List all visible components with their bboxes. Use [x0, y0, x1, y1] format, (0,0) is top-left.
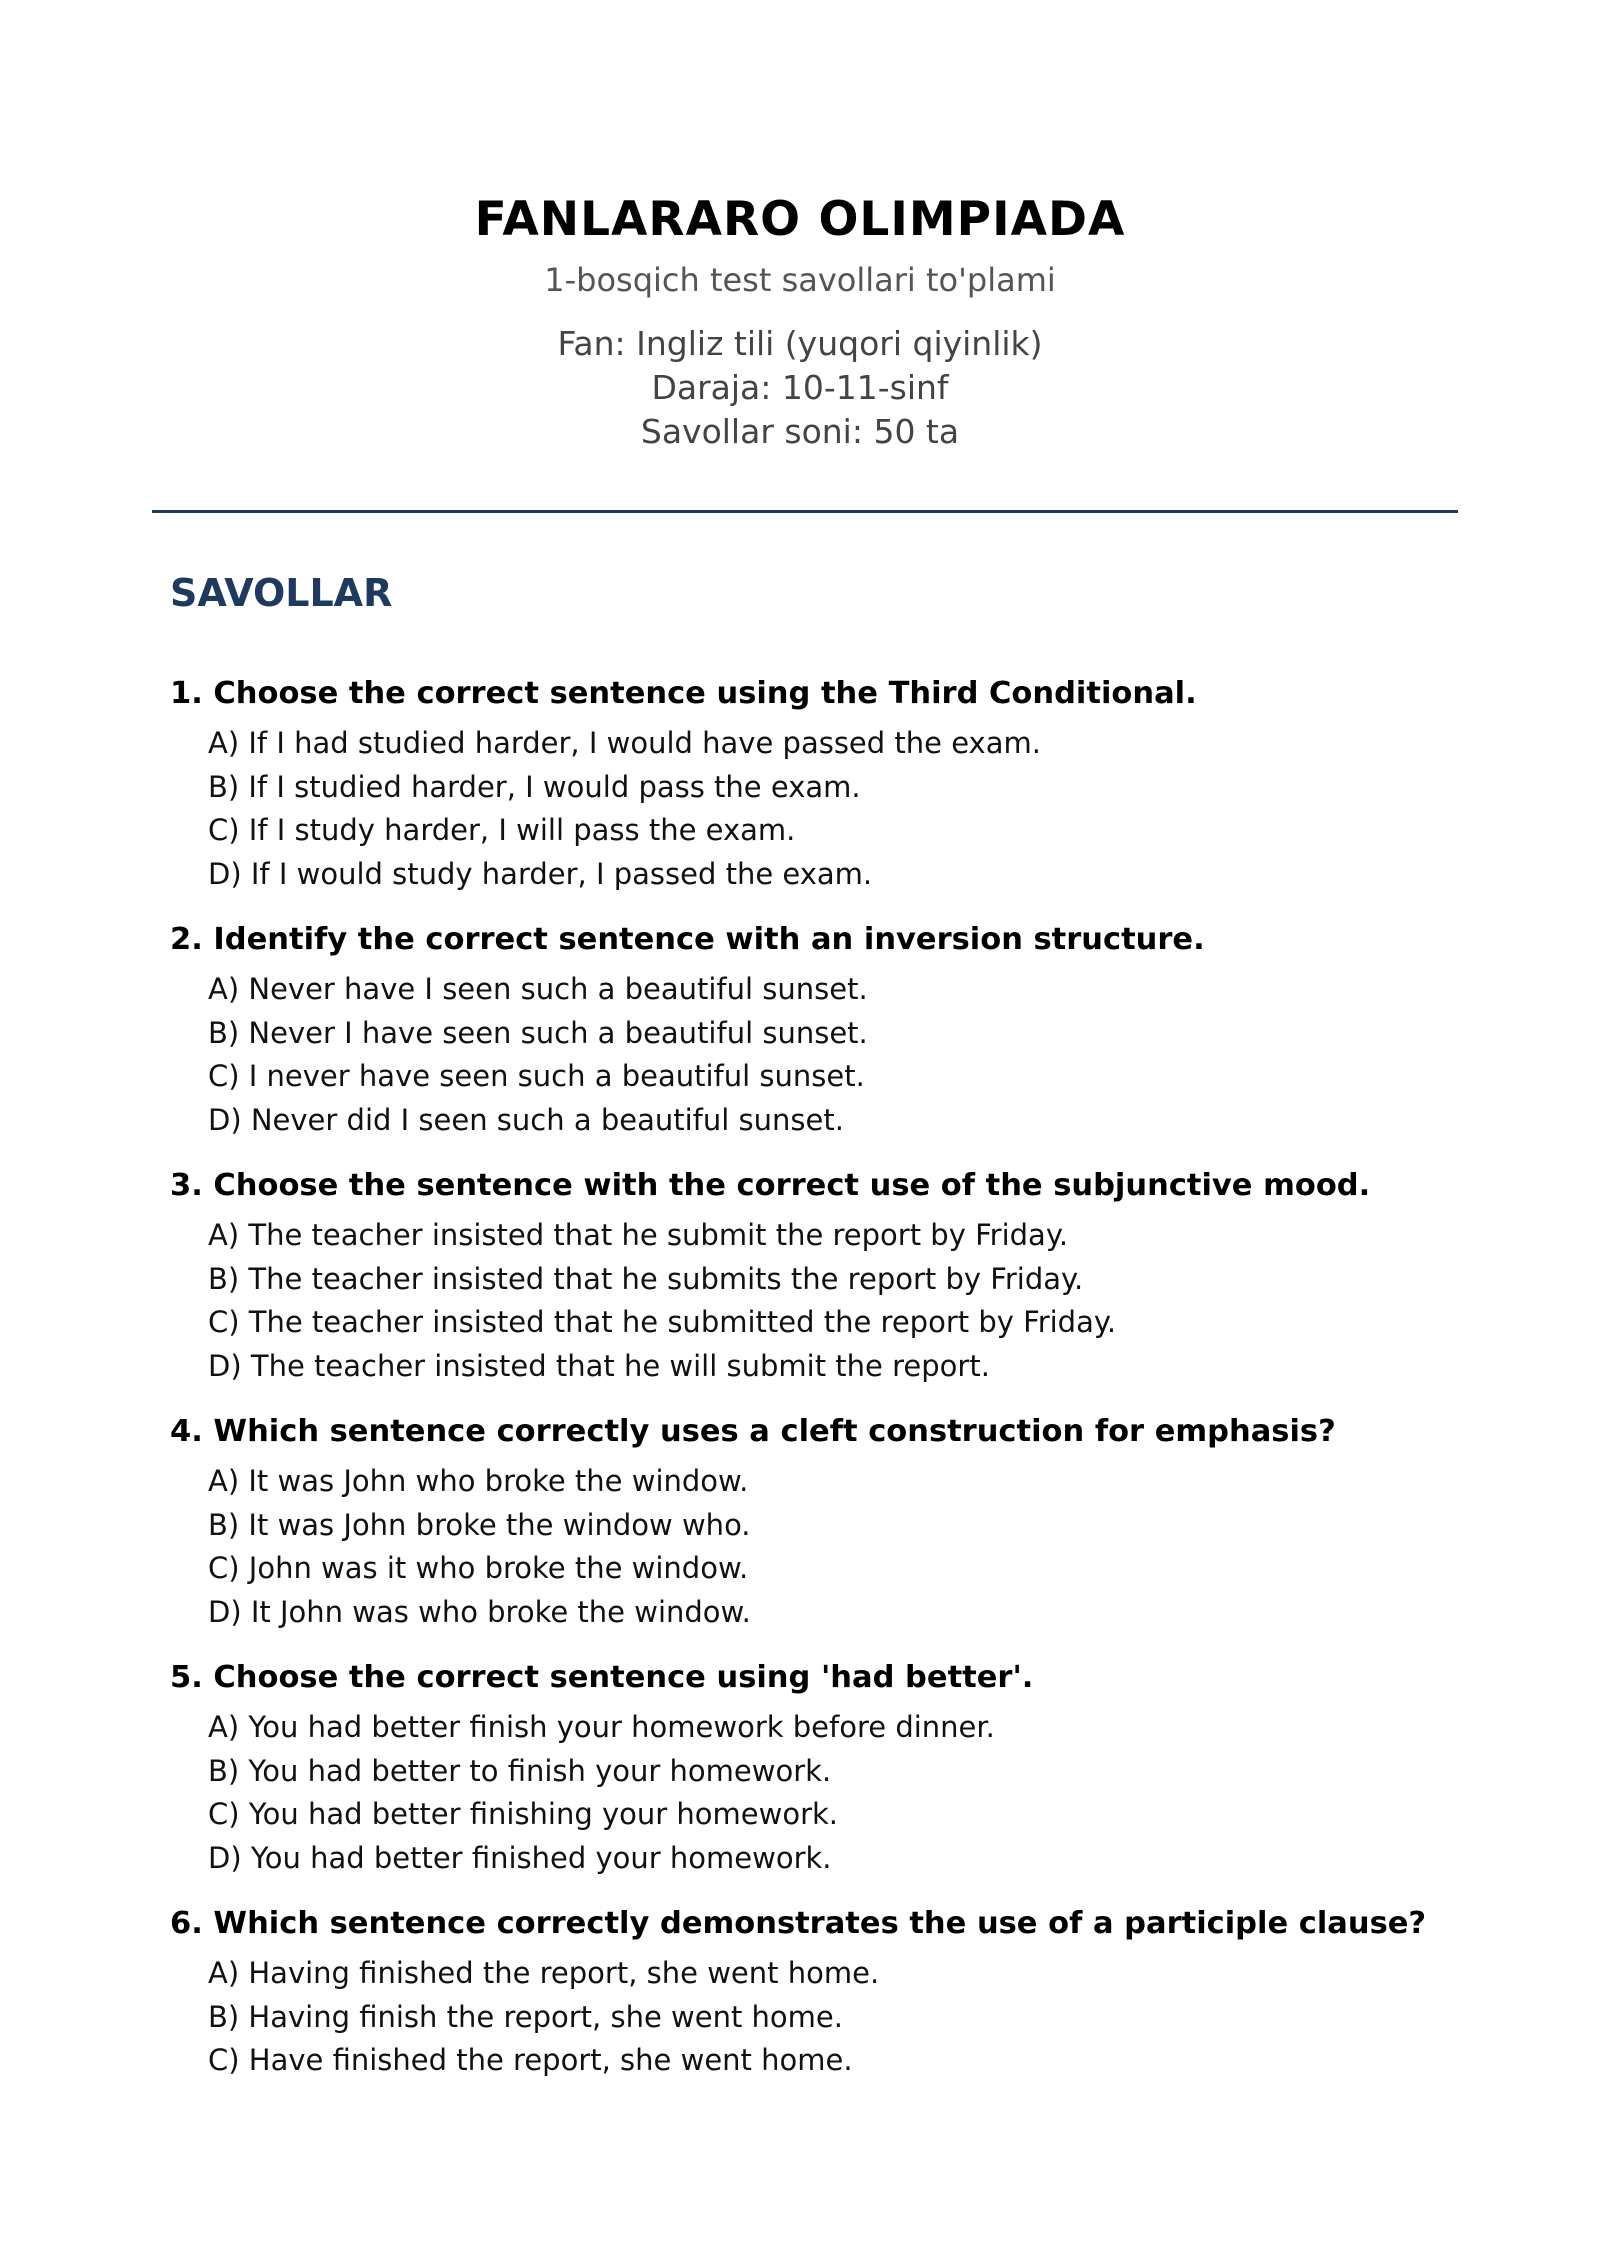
- option-c: C) If I study harder, I will pass the exam.: [208, 813, 796, 847]
- question-4: [170, 1410, 1470, 1634]
- question-text: 6. Which sentence correctly demonstrates the use of a participle clause?: [170, 1906, 1427, 1941]
- option-d: D) You had better finished your homework.: [208, 1840, 832, 1875]
- question-1: [170, 672, 1470, 896]
- question-3: [170, 1164, 1470, 1388]
- option-a: A) The teacher insisted that he submit the report by Friday.: [208, 1218, 1069, 1252]
- question-text: 2. Identify the correct sentence with an inversion structure.: [170, 922, 1205, 957]
- option-a: A) You had better finish your homework before dinner.: [208, 1710, 995, 1744]
- question-2: [170, 918, 1470, 1142]
- option-d: D) The teacher insisted that he will submit the report.: [208, 1348, 990, 1383]
- option-d: D) If I would study harder, I passed the exam.: [208, 856, 873, 891]
- question-text: 5. Choose the correct sentence using 'had better'.: [170, 1660, 1034, 1695]
- option-d: D) Never did I seen such a beautiful sunset.: [208, 1102, 844, 1137]
- question-list: [170, 672, 1470, 2105]
- question-5: [170, 1656, 1470, 1880]
- level-line: Daraja: 10-11-sinf: [651, 368, 949, 407]
- document-subtitle: 1-bosqich test savollari to'plami: [544, 261, 1056, 299]
- option-b: B) You had better to finish your homework.: [208, 1753, 832, 1788]
- question-text: 1. Choose the correct sentence using the Third Conditional.: [170, 676, 1197, 711]
- option-list: [170, 1952, 1470, 2083]
- option-a: A) Never have I seen such a beautiful sunset.: [208, 972, 868, 1006]
- option-b: B) If I studied harder, I would pass the exam.: [208, 769, 861, 804]
- option-b: B) It was John broke the window who.: [208, 1507, 751, 1542]
- option-list: [170, 722, 1470, 896]
- option-c: C) You had better finishing your homework.: [208, 1797, 839, 1831]
- option-c: C) Have finished the report, she went home.: [208, 2043, 853, 2077]
- question-text: 4. Which sentence correctly uses a cleft construction for emphasis?: [170, 1414, 1336, 1449]
- document-title: FANLARARO OLIMPIADA: [474, 192, 1126, 247]
- question-count-line: Savollar soni: 50 ta: [640, 412, 960, 451]
- option-list: [170, 968, 1470, 1142]
- option-c: C) I never have seen such a beautiful sunset.: [208, 1059, 865, 1093]
- option-list: [170, 1460, 1470, 1634]
- option-list: [170, 1706, 1470, 1880]
- option-b: B) Having finish the report, she went home.: [208, 1999, 843, 2034]
- option-a: A) It was John who broke the window.: [208, 1464, 749, 1498]
- option-a: A) Having finished the report, she went home.: [208, 1956, 880, 1990]
- option-a: A) If I had studied harder, I would have passed the exam.: [208, 726, 1041, 760]
- option-c: C) The teacher insisted that he submitted the report by Friday.: [208, 1305, 1117, 1339]
- document-meta: [0, 322, 1600, 454]
- document-header: [0, 190, 1600, 454]
- option-b: B) The teacher insisted that he submits the report by Friday.: [208, 1261, 1084, 1296]
- option-list: [170, 1214, 1470, 1388]
- section-title: SAVOLLAR: [170, 571, 393, 615]
- subject-line: Fan: Ingliz tili (yuqori qiyinlik): [557, 324, 1043, 363]
- option-c: C) John was it who broke the window.: [208, 1551, 749, 1585]
- question-text: 3. Choose the sentence with the correct use of the subjunctive mood.: [170, 1168, 1371, 1203]
- option-d: D) It John was who broke the window.: [208, 1594, 751, 1629]
- option-b: B) Never I have seen such a beautiful sunset.: [208, 1015, 868, 1050]
- header-divider: [152, 510, 1458, 513]
- question-6: [170, 1902, 1470, 2083]
